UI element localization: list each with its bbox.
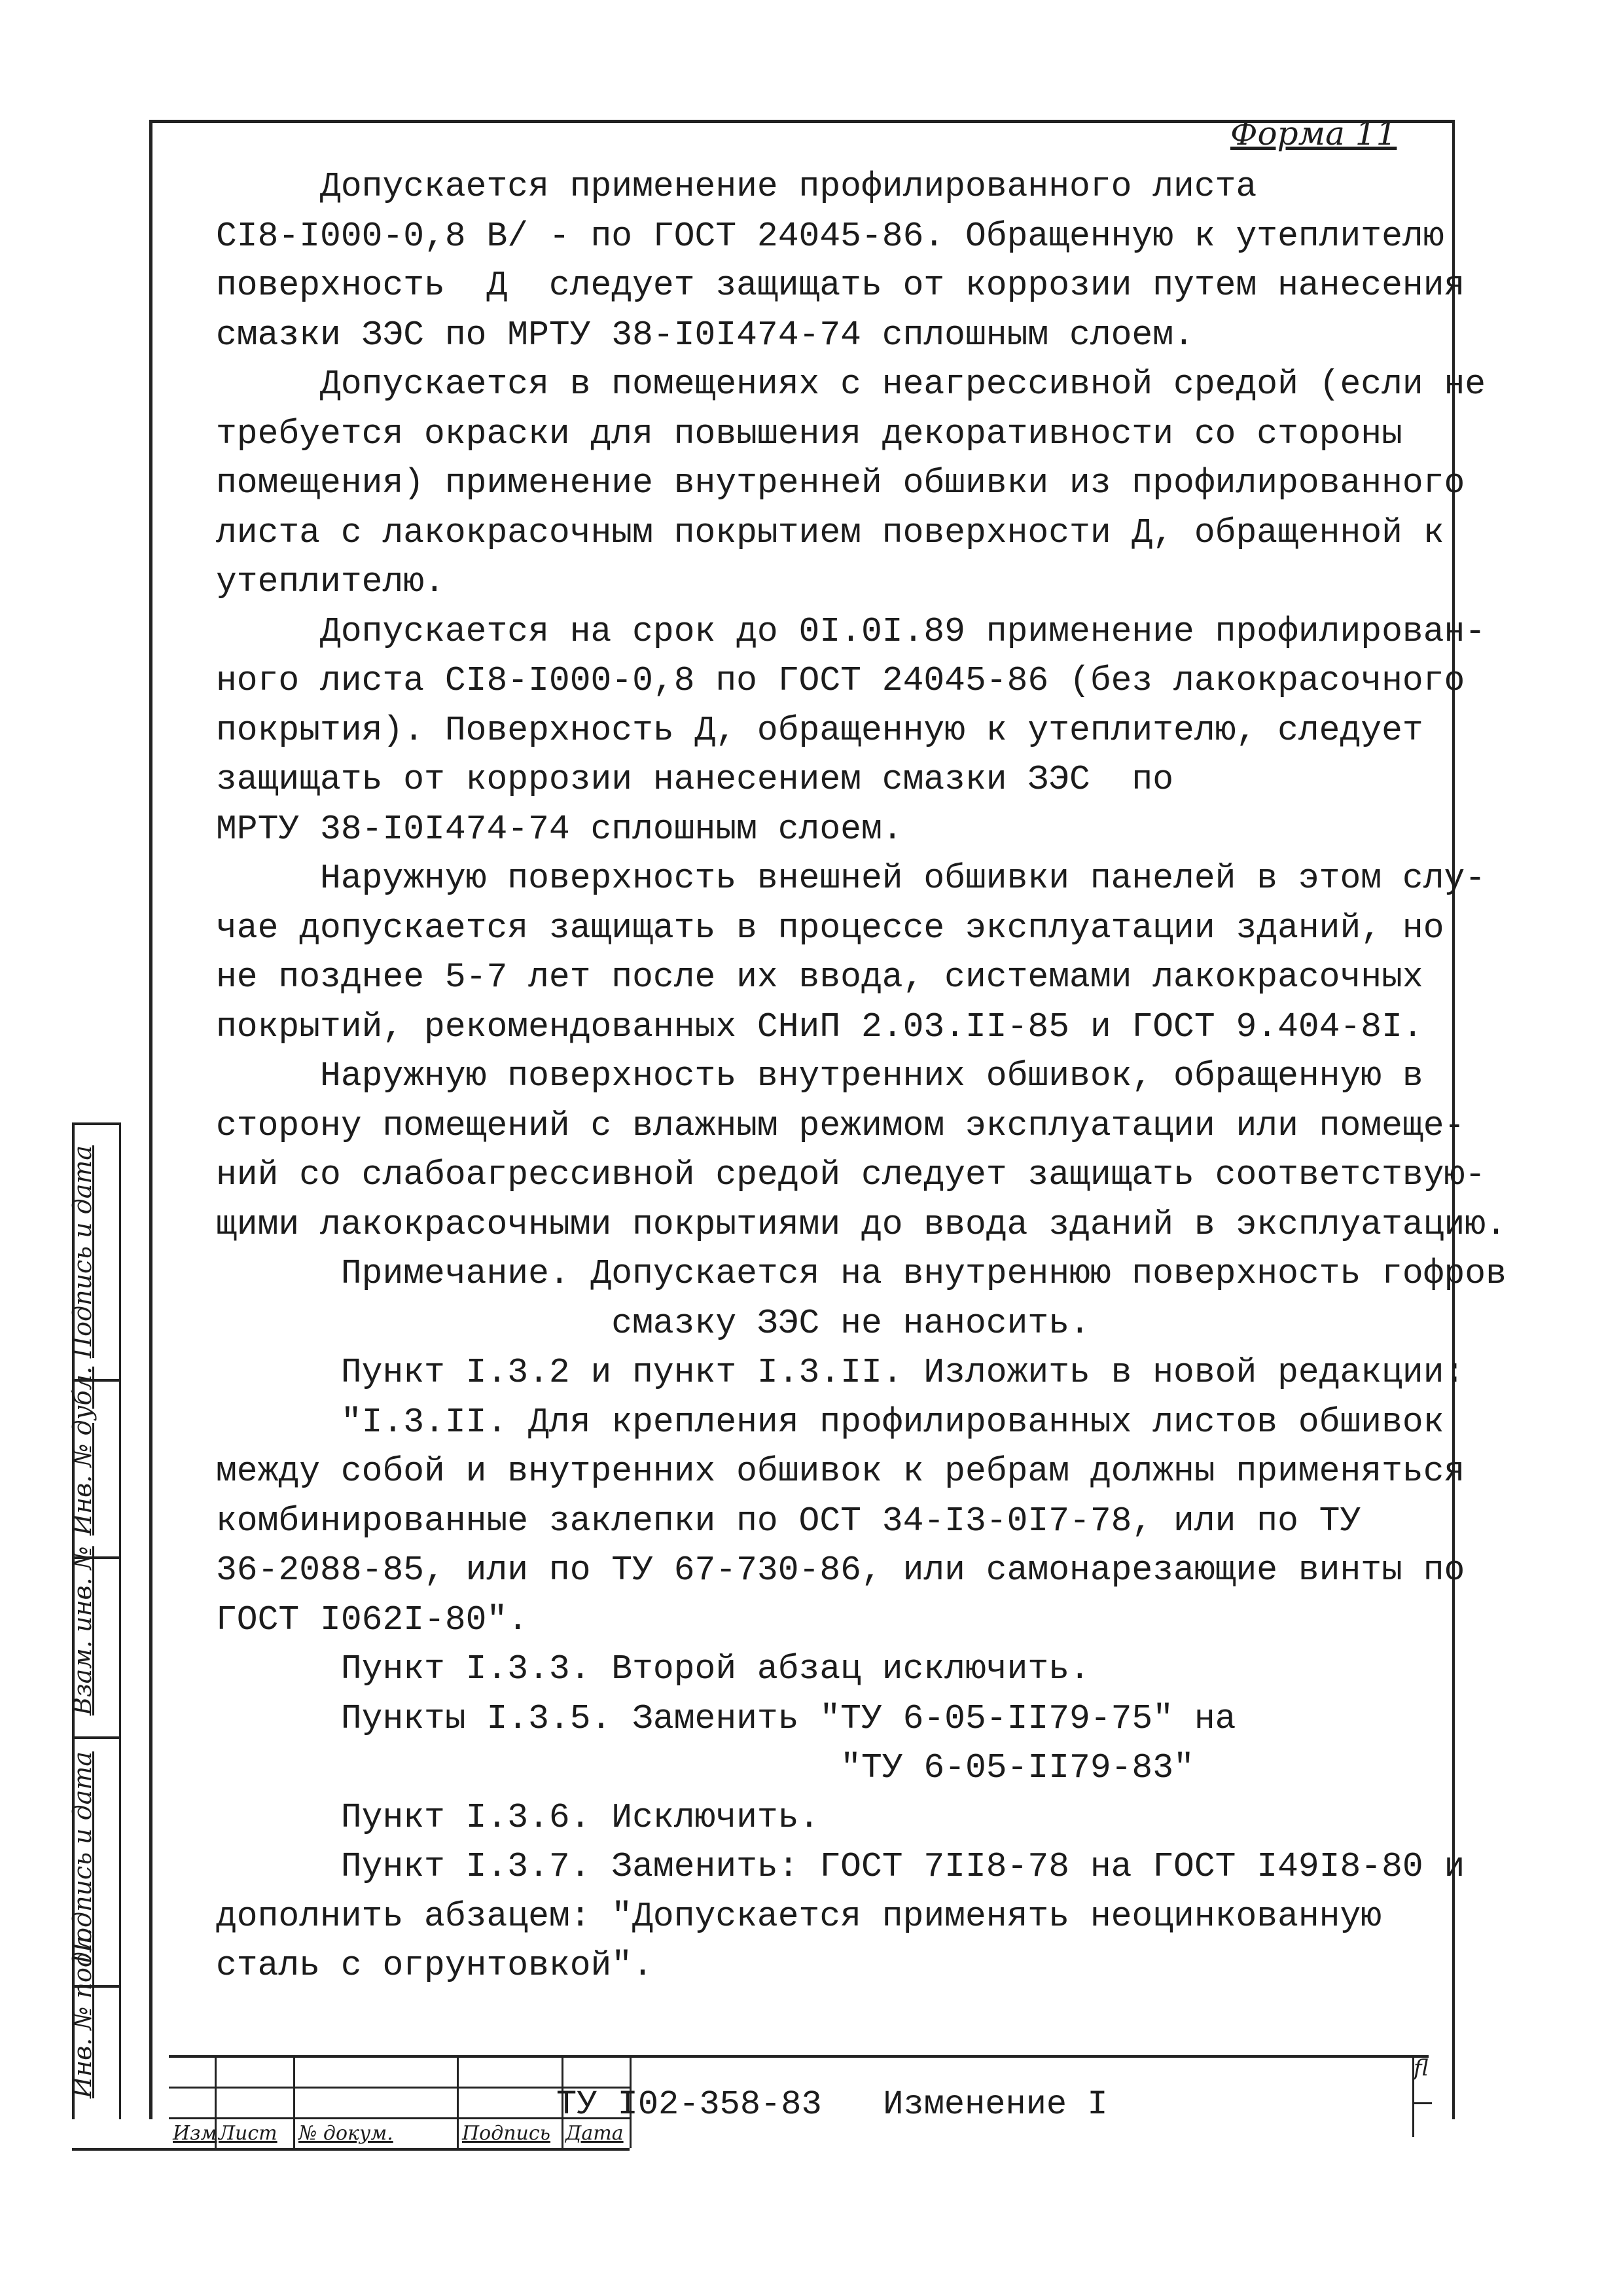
body-line: Допускается применение профилированного листа [216, 167, 1257, 206]
body-line: Наружную поверхность внешней обшивки панелей в этом слу- [216, 859, 1486, 898]
document-designation: ТУ I02-358-83 Изменение I [556, 2085, 1108, 2124]
sheet-mark: fl [1414, 2055, 1429, 2081]
header-doc-number: № докум. [298, 2122, 393, 2145]
side-stamp-cell [68, 1122, 119, 1382]
body-line: не позднее 5-7 лет после их ввода, системами лакокрасочных [216, 958, 1423, 997]
side-stamp-cell [68, 1546, 119, 1739]
body-line: Примечание. Допускается на внутреннюю поверхность гофров [216, 1254, 1507, 1293]
side-stamp-cell [68, 1928, 119, 2119]
body-line: СI8-I000-0,8 В/ - по ГОСТ 24045-86. Обращенную к утеплителю [216, 216, 1444, 256]
side-label-replace-inv: Взам. инв. № [68, 1546, 97, 1715]
form-label: Форма 11 [1230, 115, 1397, 152]
side-label-signature-date-top: Подпись и дата [68, 1145, 97, 1358]
body-line: ний со слабоагрессивной средой следует защищать соответствую- [216, 1155, 1486, 1194]
body-line: сталь с огрунтовкой". [216, 1946, 653, 1985]
body-line: Допускается в помещениях с неагрессивной средой (если не [216, 365, 1486, 404]
side-label-signature-date-bottom: Подпись и дата [68, 1751, 97, 1964]
body-line: "ТУ 6-05-II79-83" [216, 1748, 1194, 1787]
title-block-bottom-border [72, 2148, 630, 2151]
body-line: помещения) применение внутренней обшивки из профилированного [216, 463, 1465, 503]
body-line: Пункт I.3.3. Второй абзац исключить. [216, 1649, 1090, 1689]
header-sheet: Лист [219, 2122, 277, 2145]
body-line: защищать от коррозии нанесением смазки ЗЭС по [216, 760, 1174, 799]
body-line: Пункты I.3.5. Заменить "ТУ 6-05-II79-75" на [216, 1698, 1236, 1738]
header-date: Дата [565, 2122, 624, 2145]
body-line: покрытия). Поверхность Д, обращенную к утеплителю, следует [216, 710, 1423, 750]
body-line: "I.3.II. Для крепления профилированных листов обшивок [216, 1402, 1444, 1442]
body-line: ГОСТ I062I-80". [216, 1600, 529, 1640]
body-line: утеплителю. [216, 562, 445, 601]
body-line: поверхность Д следует защищать от коррозии путем нанесения [216, 266, 1465, 305]
body-line: сторону помещений с влажным режимом эксплуатации или помеще- [216, 1105, 1465, 1145]
body-line: МРТУ 38-I0I474-74 сплошным слоем. [216, 809, 903, 849]
side-label-original-inv: Инв. № подл. [68, 1928, 97, 2098]
body-line: дополнить абзацем: "Допускается применять неоцинкованную [216, 1896, 1382, 1936]
body-line: смазку ЗЭС не наносить. [216, 1303, 1090, 1343]
body-line: Допускается на срок до 0I.0I.89 применение профилирован- [216, 611, 1486, 651]
sheet-cell-divider [1412, 2102, 1432, 2104]
body-line: чае допускается защищать в процессе эксплуатации зданий, но [216, 908, 1444, 948]
header-signature: Подпись [462, 2122, 551, 2145]
body-line: Пункт I.3.7. Заменить: ГОСТ 7II8-78 на ГОСТ I49I8-80 и [216, 1847, 1465, 1886]
document-body [216, 162, 1507, 1991]
body-line: щими лакокрасочными покрытиями до ввода зданий в эксплуатацию. [216, 1204, 1507, 1244]
body-line: смазки ЗЭС по МРТУ 38-I0I474-74 сплошным слоем. [216, 315, 1194, 355]
body-line: листа с лакокрасочным покрытием поверхности Д, обращенной к [216, 512, 1444, 552]
body-line: 36-2088-85, или по ТУ 67-730-86, или самонарезающие винты по [216, 1551, 1465, 1590]
side-stamp-cell [68, 1366, 119, 1559]
body-line: покрытий, рекомендованных СНиП 2.03.II-85 и ГОСТ 9.404-8I. [216, 1007, 1423, 1047]
side-label-dup-inv: Инв. № дубл. [68, 1366, 97, 1535]
body-line: Пункт I.3.6. Исключить. [216, 1797, 820, 1837]
body-line: требуется окраски для повышения декоративности со стороны [216, 414, 1402, 454]
header-change: Изм [173, 2122, 217, 2145]
body-line: Наружную поверхность внутренних обшивок, обращенную в [216, 1056, 1423, 1096]
body-line: между собой и внутренних обшивок к ребрам должны применяться [216, 1452, 1465, 1491]
side-stamp-divider [119, 1122, 121, 2119]
grid-line [457, 2055, 459, 2148]
grid-line [293, 2055, 295, 2148]
body-line: комбинированные заклепки по ОСТ 34-I3-0I7-78, или по ТУ [216, 1501, 1361, 1541]
body-line: Пункт I.3.2 и пункт I.3.II. Изложить в новой редакции: [216, 1353, 1465, 1392]
body-line: ного листа СI8-I000-0,8 по ГОСТ 24045-86 (без лакокрасочного [216, 661, 1465, 700]
side-stamp [68, 1122, 169, 2119]
